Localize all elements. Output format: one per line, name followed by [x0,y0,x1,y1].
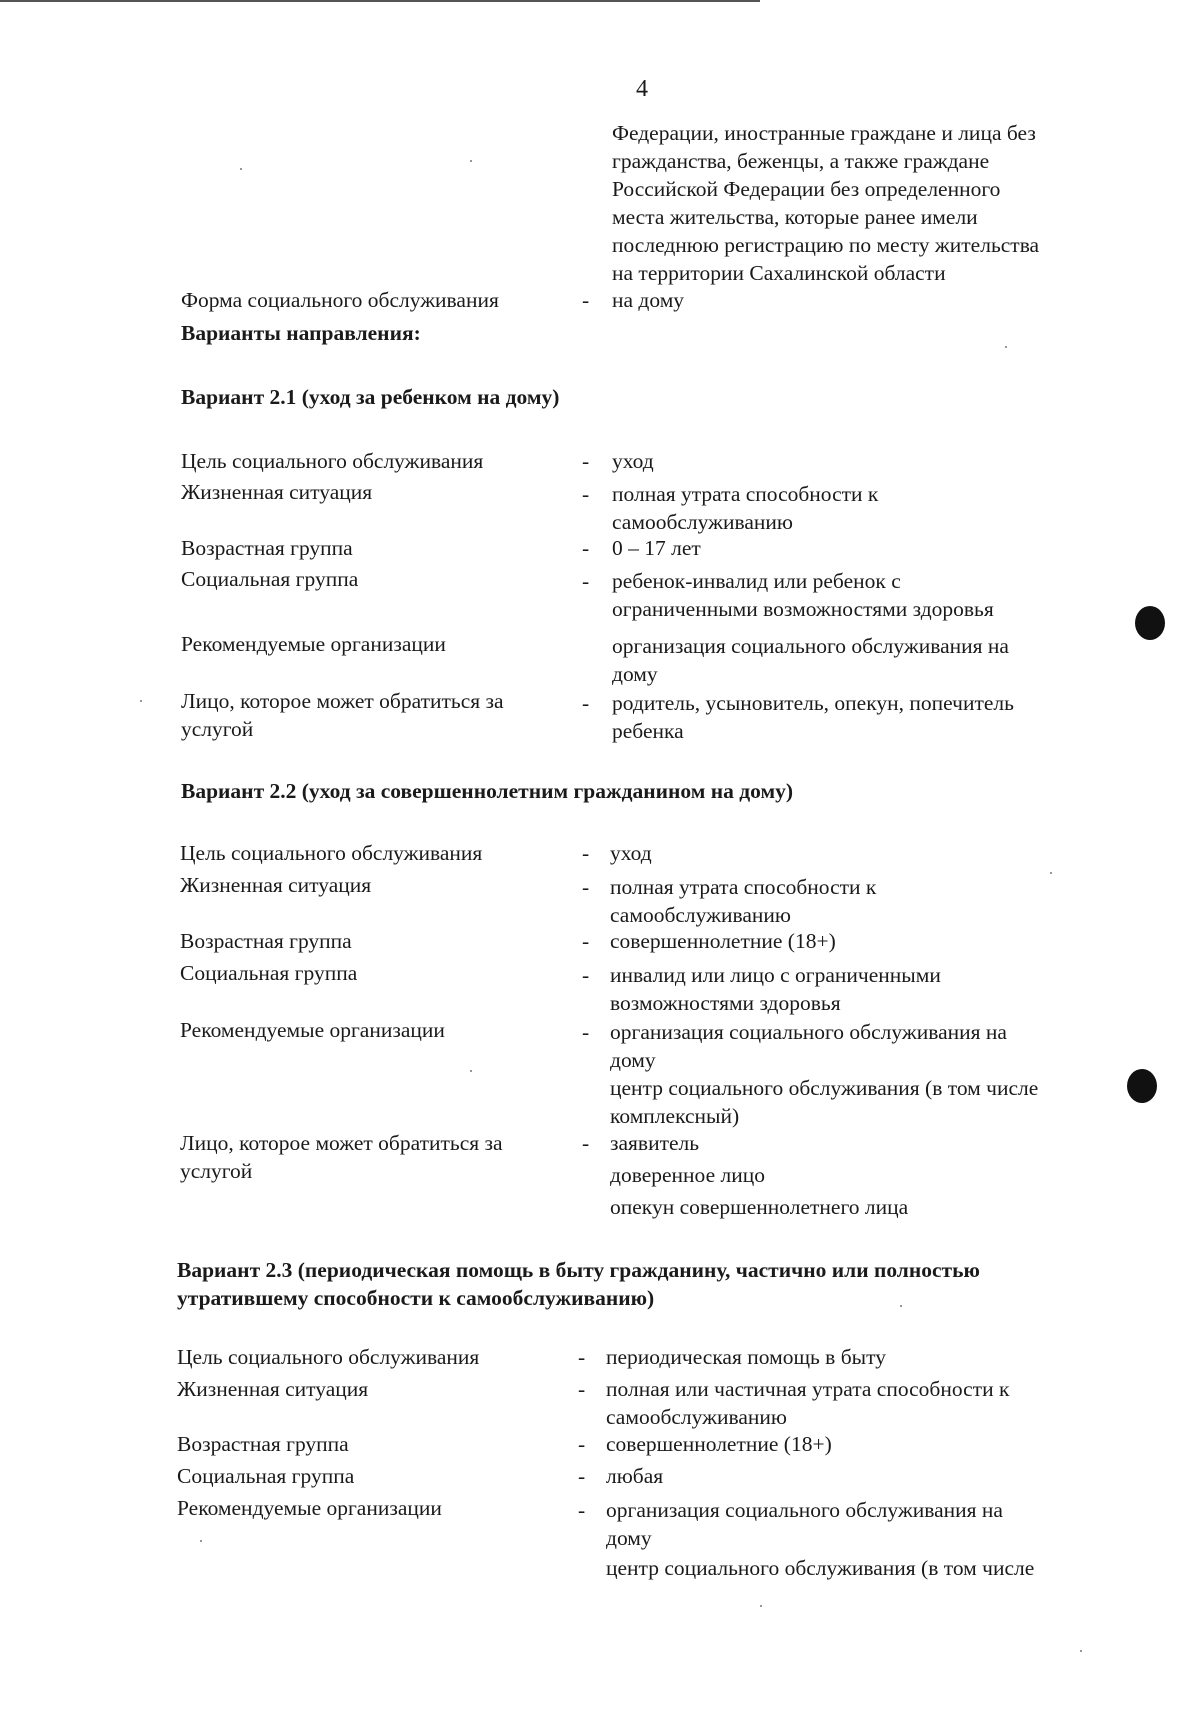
v23-goal-label: Цель социального обслуживания [177,1345,480,1369]
dash: - [578,1377,586,1401]
scan-speck [1050,872,1052,874]
intro-line-4: места жительства, которые ранее имели [612,205,978,229]
v21-age-label: Возрастная группа [181,536,353,560]
scan-speck [200,1540,202,1542]
v22-orgs-label: Рекомендуемые организации [180,1018,445,1042]
dash: - [578,1498,586,1522]
v21-person-label-line-1: Лицо, которое может обратиться за [181,689,504,713]
intro-line-1: Федерации, иностранные граждане и лица без [612,121,1036,145]
dash: - [582,449,590,473]
dash: - [578,1345,586,1369]
variant-2-3-heading-line-1: Вариант 2.3 (периодическая помощь в быту гражданину, частично или полностью [177,1258,980,1282]
form-label: Форма социального обслуживания [181,288,499,312]
punch-hole-mark [1127,1069,1157,1103]
v22-social-label: Социальная группа [180,961,358,985]
scan-speck [240,168,242,170]
v23-social-value: любая [606,1464,664,1488]
dash: - [582,841,590,865]
dash: - [582,963,590,987]
v21-orgs-line-1: организация социального обслуживания на [612,634,1009,658]
v23-social-label: Социальная группа [177,1464,355,1488]
v23-goal-value: периодическая помощь в быту [606,1345,886,1369]
v22-situation-line-1: полная утрата способности к [610,875,877,899]
dash: - [582,1020,590,1044]
intro-line-2: гражданства, беженцы, а также граждане [612,149,990,173]
v21-person-label-line-2: услугой [181,717,254,741]
v22-goal-value: уход [610,841,652,865]
v22-person-line-2: доверенное лицо [610,1163,765,1187]
v21-person-line-1: родитель, усыновитель, опекун, попечитель [612,691,1014,715]
dash: - [582,875,590,899]
v22-orgs-line-4: комплексный) [610,1104,740,1128]
v21-person-line-2: ребенка [612,719,684,743]
v23-situation-label: Жизненная ситуация [177,1377,369,1401]
v21-age-value: 0 – 17 лет [612,536,701,560]
dash: - [582,536,590,560]
scan-speck [1080,1650,1082,1652]
variants-heading: Варианты направления: [181,321,421,345]
v21-social-label: Социальная группа [181,567,359,591]
v21-situation-label: Жизненная ситуация [181,480,373,504]
v22-situation-line-2: самообслуживанию [610,903,791,927]
v23-situation-line-1: полная или частичная утрата способности к [606,1377,1010,1401]
v21-social-line-2: ограниченными возможностями здоровья [612,597,994,621]
v22-person-line-3: опекун совершеннолетнего лица [610,1195,909,1219]
v21-situation-line-2: самообслуживанию [612,510,793,534]
dash: - [582,482,590,506]
v23-orgs-line-3: центр социального обслуживания (в том числе [606,1556,1035,1580]
dash: - [582,929,590,953]
v23-situation-line-2: самообслуживанию [606,1405,787,1429]
v23-age-value: совершеннолетние (18+) [606,1432,832,1456]
v22-goal-label: Цель социального обслуживания [180,841,483,865]
punch-hole-mark [1135,606,1165,640]
scan-speck [900,1305,902,1307]
scan-speck [470,160,472,162]
variant-2-3-heading-line-2: утратившему способности к самообслуживанию) [177,1286,655,1310]
v21-goal-value: уход [612,449,654,473]
intro-line-3: Российской Федерации без определенного [612,177,1001,201]
v21-goal-label: Цель социального обслуживания [181,449,484,473]
scan-speck [470,1070,472,1072]
v22-social-line-2: возможностями здоровья [610,991,841,1015]
intro-line-5: последнюю регистрацию по месту жительства [612,233,1040,257]
variant-2-2-heading: Вариант 2.2 (уход за совершеннолетним гражданином на дому) [181,779,794,803]
dash: - [582,288,590,312]
dash: - [578,1464,586,1488]
dash: - [578,1432,586,1456]
v23-age-label: Возрастная группа [177,1432,349,1456]
scan-speck [1005,346,1007,348]
v22-person-label-line-1: Лицо, которое может обратиться за [180,1131,503,1155]
v23-orgs-line-2: дому [606,1526,652,1550]
v22-person-line-1: заявитель [610,1131,700,1155]
intro-line-6: на территории Сахалинской области [612,261,946,285]
v23-orgs-label: Рекомендуемые организации [177,1496,442,1520]
v22-orgs-line-2: дому [610,1048,656,1072]
v21-situation-line-1: полная утрата способности к [612,482,879,506]
v21-social-line-1: ребенок-инвалид или ребенок с [612,569,901,593]
form-value: на дому [612,288,685,312]
v21-orgs-label: Рекомендуемые организации [181,632,446,656]
page-number: 4 [636,76,648,102]
dash: - [582,569,590,593]
v22-orgs-line-1: организация социального обслуживания на [610,1020,1007,1044]
scan-edge-line [0,0,760,2]
dash: - [582,691,590,715]
v22-age-value: совершеннолетние (18+) [610,929,836,953]
v22-orgs-line-3: центр социального обслуживания (в том числе [610,1076,1039,1100]
v22-person-label-line-2: услугой [180,1159,253,1183]
dash: - [582,1131,590,1155]
v21-orgs-line-2: дому [612,662,658,686]
v22-situation-label: Жизненная ситуация [180,873,372,897]
scan-speck [760,1605,762,1607]
scan-speck [140,700,142,702]
v22-social-line-1: инвалид или лицо с ограниченными [610,963,941,987]
v23-orgs-line-1: организация социального обслуживания на [606,1498,1003,1522]
v22-age-label: Возрастная группа [180,929,352,953]
variant-2-1-heading: Вариант 2.1 (уход за ребенком на дому) [181,385,560,409]
